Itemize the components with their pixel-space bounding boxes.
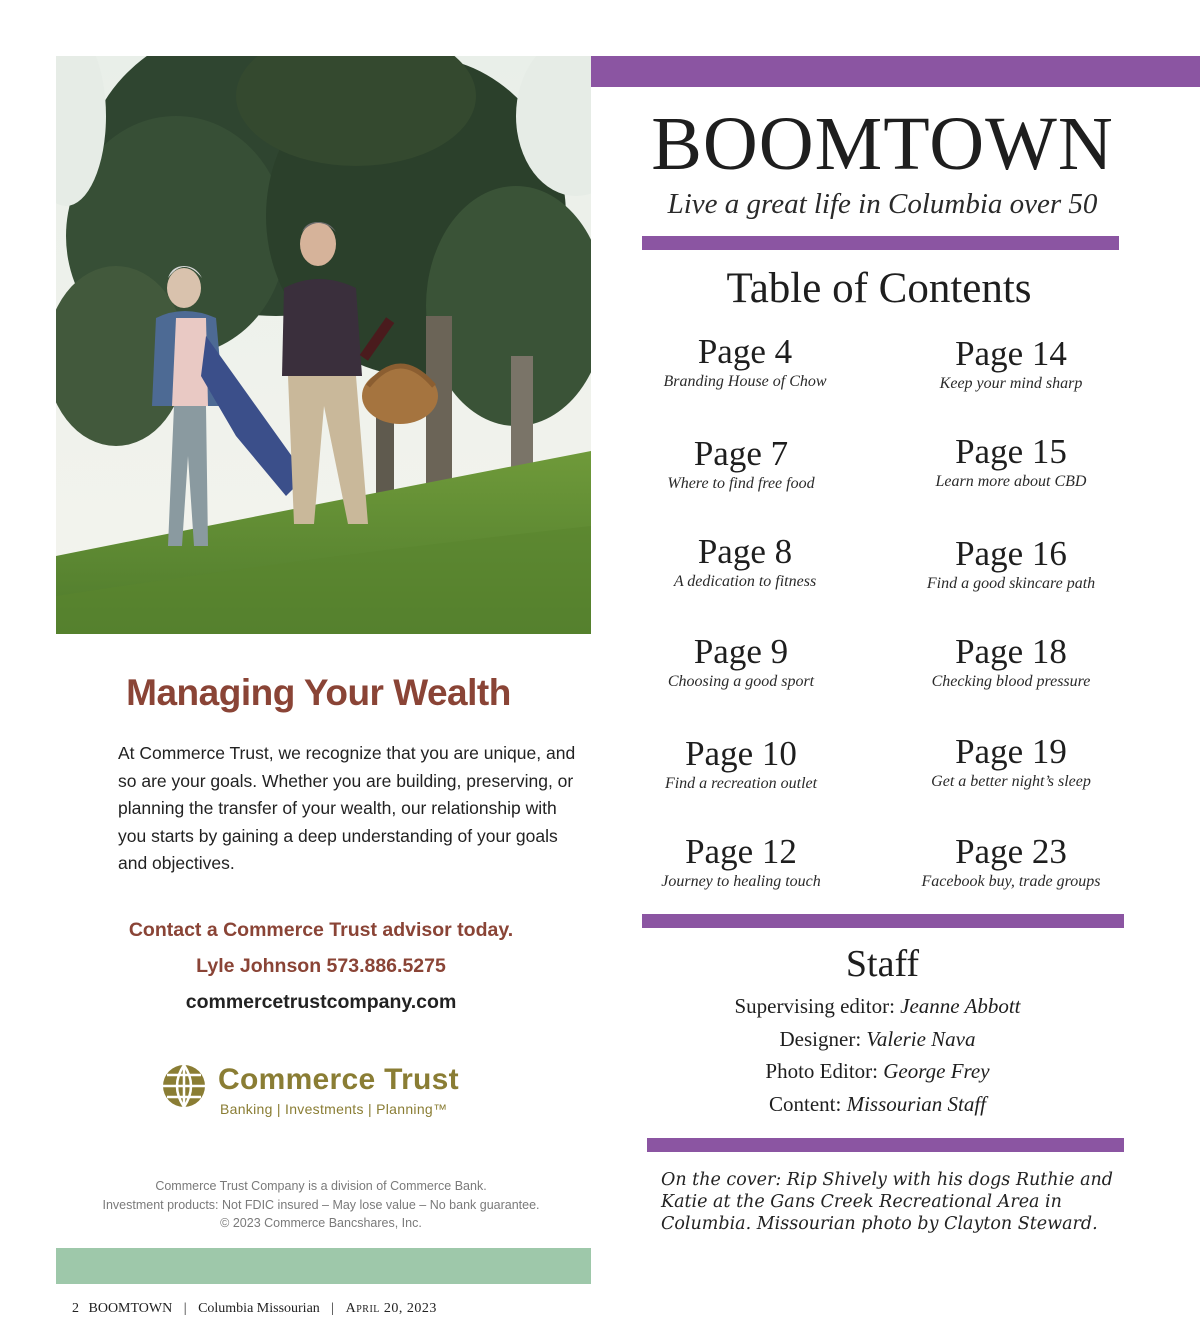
- divider-bar: [642, 236, 1119, 250]
- globe-icon: [161, 1063, 207, 1109]
- staff-name: Jeanne Abbott: [900, 994, 1021, 1018]
- toc-entry[interactable]: [611, 735, 871, 794]
- staff-member: [620, 1088, 1135, 1121]
- footer-newspaper: Columbia Missourian: [198, 1301, 320, 1316]
- toc-description: Where to find free food: [667, 475, 815, 492]
- toc-page-number: Page 4: [697, 332, 793, 371]
- toc-entry[interactable]: [615, 533, 875, 592]
- toc-page-number: Page 23: [955, 832, 1067, 871]
- toc-description: Get a better night’s sleep: [931, 773, 1091, 790]
- toc-page-number: Page 19: [955, 732, 1067, 771]
- top-accent-bar: [591, 56, 1200, 87]
- footer-publication: BOOMTOWN: [88, 1301, 173, 1316]
- footer-divider: |: [183, 1301, 187, 1316]
- toc-description: Journey to healing touch: [661, 873, 821, 890]
- toc-entry[interactable]: [615, 333, 875, 392]
- toc-entry[interactable]: [881, 335, 1141, 394]
- toc-entry[interactable]: [611, 633, 871, 692]
- toc-entry[interactable]: [881, 733, 1141, 792]
- toc-entry[interactable]: [881, 633, 1141, 692]
- toc-page-number: Page 15: [955, 432, 1067, 471]
- staff-name: Missourian Staff: [846, 1091, 987, 1116]
- footer-divider: |: [331, 1301, 335, 1316]
- staff-role: Supervising editor:: [734, 994, 895, 1018]
- divider-bar: [647, 1138, 1124, 1152]
- ad-disclaimer: [56, 1177, 586, 1233]
- toc-entry[interactable]: [881, 433, 1141, 492]
- toc-title: Table of Contents: [726, 265, 1032, 312]
- staff-member: [620, 990, 1135, 1023]
- toc-entry[interactable]: [881, 833, 1141, 892]
- toc-entry[interactable]: [611, 833, 871, 892]
- staff-name: George Frey: [883, 1059, 990, 1083]
- toc-page-number: Page 18: [955, 632, 1067, 671]
- staff-list: [620, 990, 1135, 1120]
- staff-title: Staff: [845, 943, 920, 985]
- staff-name: Valerie Nava: [866, 1026, 976, 1051]
- toc-description: Branding House of Chow: [663, 373, 827, 390]
- footer-date: April 20, 2023: [345, 1301, 437, 1316]
- staff-role: Content:: [768, 1091, 842, 1116]
- toc-page-number: Page 12: [685, 832, 797, 871]
- toc-page-number: Page 10: [685, 734, 797, 773]
- page-footer: [72, 1301, 437, 1317]
- staff-role: Designer:: [779, 1026, 862, 1051]
- ad-website-link[interactable]: commercetrustcompany.com: [185, 991, 457, 1013]
- staff-role: Photo Editor:: [765, 1059, 879, 1083]
- masthead-title: BOOMTOWN: [651, 102, 1114, 186]
- toc-entry[interactable]: [611, 435, 871, 494]
- disclaimer-line: Commerce Trust Company is a division of Commerce Bank.: [155, 1179, 487, 1193]
- toc-description: A dedication to fitness: [673, 573, 817, 590]
- toc-page-number: Page 16: [955, 534, 1067, 573]
- toc-description: Learn more about CBD: [935, 473, 1087, 490]
- ad-footer-bar: [56, 1248, 591, 1284]
- toc-entry[interactable]: [881, 535, 1141, 594]
- commerce-trust-logo: [161, 1063, 491, 1123]
- page-number: 2: [72, 1301, 79, 1316]
- divider-bar: [642, 914, 1124, 928]
- toc-page-number: Page 7: [693, 434, 789, 473]
- ad-photo: [56, 56, 591, 634]
- staff-member: [620, 1055, 1135, 1088]
- toc-description: Facebook buy, trade groups: [921, 873, 1101, 890]
- toc-description: Choosing a good sport: [667, 673, 815, 690]
- toc-page-number: Page 14: [955, 334, 1067, 373]
- ad-advisor-phone[interactable]: Lyle Johnson 573.886.5275: [196, 955, 446, 977]
- staff-member: [620, 1023, 1135, 1056]
- masthead-tagline: Live a great life in Columbia over 50: [667, 188, 1098, 220]
- toc-description: Find a good skincare path: [926, 575, 1096, 592]
- toc-description: Keep your mind sharp: [939, 375, 1083, 392]
- logo-tagline: Banking | Investments | Planning™: [220, 1101, 448, 1117]
- ad-headline: Managing Your Wealth: [126, 672, 511, 713]
- ad-body-text: At Commerce Trust, we recognize that you are unique, and so are your goals. Whether you are building, preserving, or planning the transfer of your wealth, our relationship with you starts by gaining a deep understanding of your goals and objectives.: [118, 743, 576, 873]
- ad-contact-line: Contact a Commerce Trust advisor today.: [128, 919, 514, 941]
- toc-description: Find a recreation outlet: [664, 775, 818, 792]
- disclaimer-line: Investment products: Not FDIC insured – May lose value – No bank guarantee.: [102, 1197, 540, 1212]
- toc-page-number: Page 8: [697, 532, 793, 571]
- toc-page-number: Page 9: [693, 632, 789, 671]
- disclaimer-line: © 2023 Commerce Bancshares, Inc.: [220, 1216, 422, 1230]
- toc-description: Checking blood pressure: [931, 673, 1091, 690]
- logo-wordmark: Commerce Trust: [218, 1063, 459, 1096]
- cover-caption: On the cover: Rip Shively with his dogs Ruthie and Katie at the Gans Creek Recreational Area in Columbia. Missourian photo by Clayton Steward.: [661, 1170, 1114, 1234]
